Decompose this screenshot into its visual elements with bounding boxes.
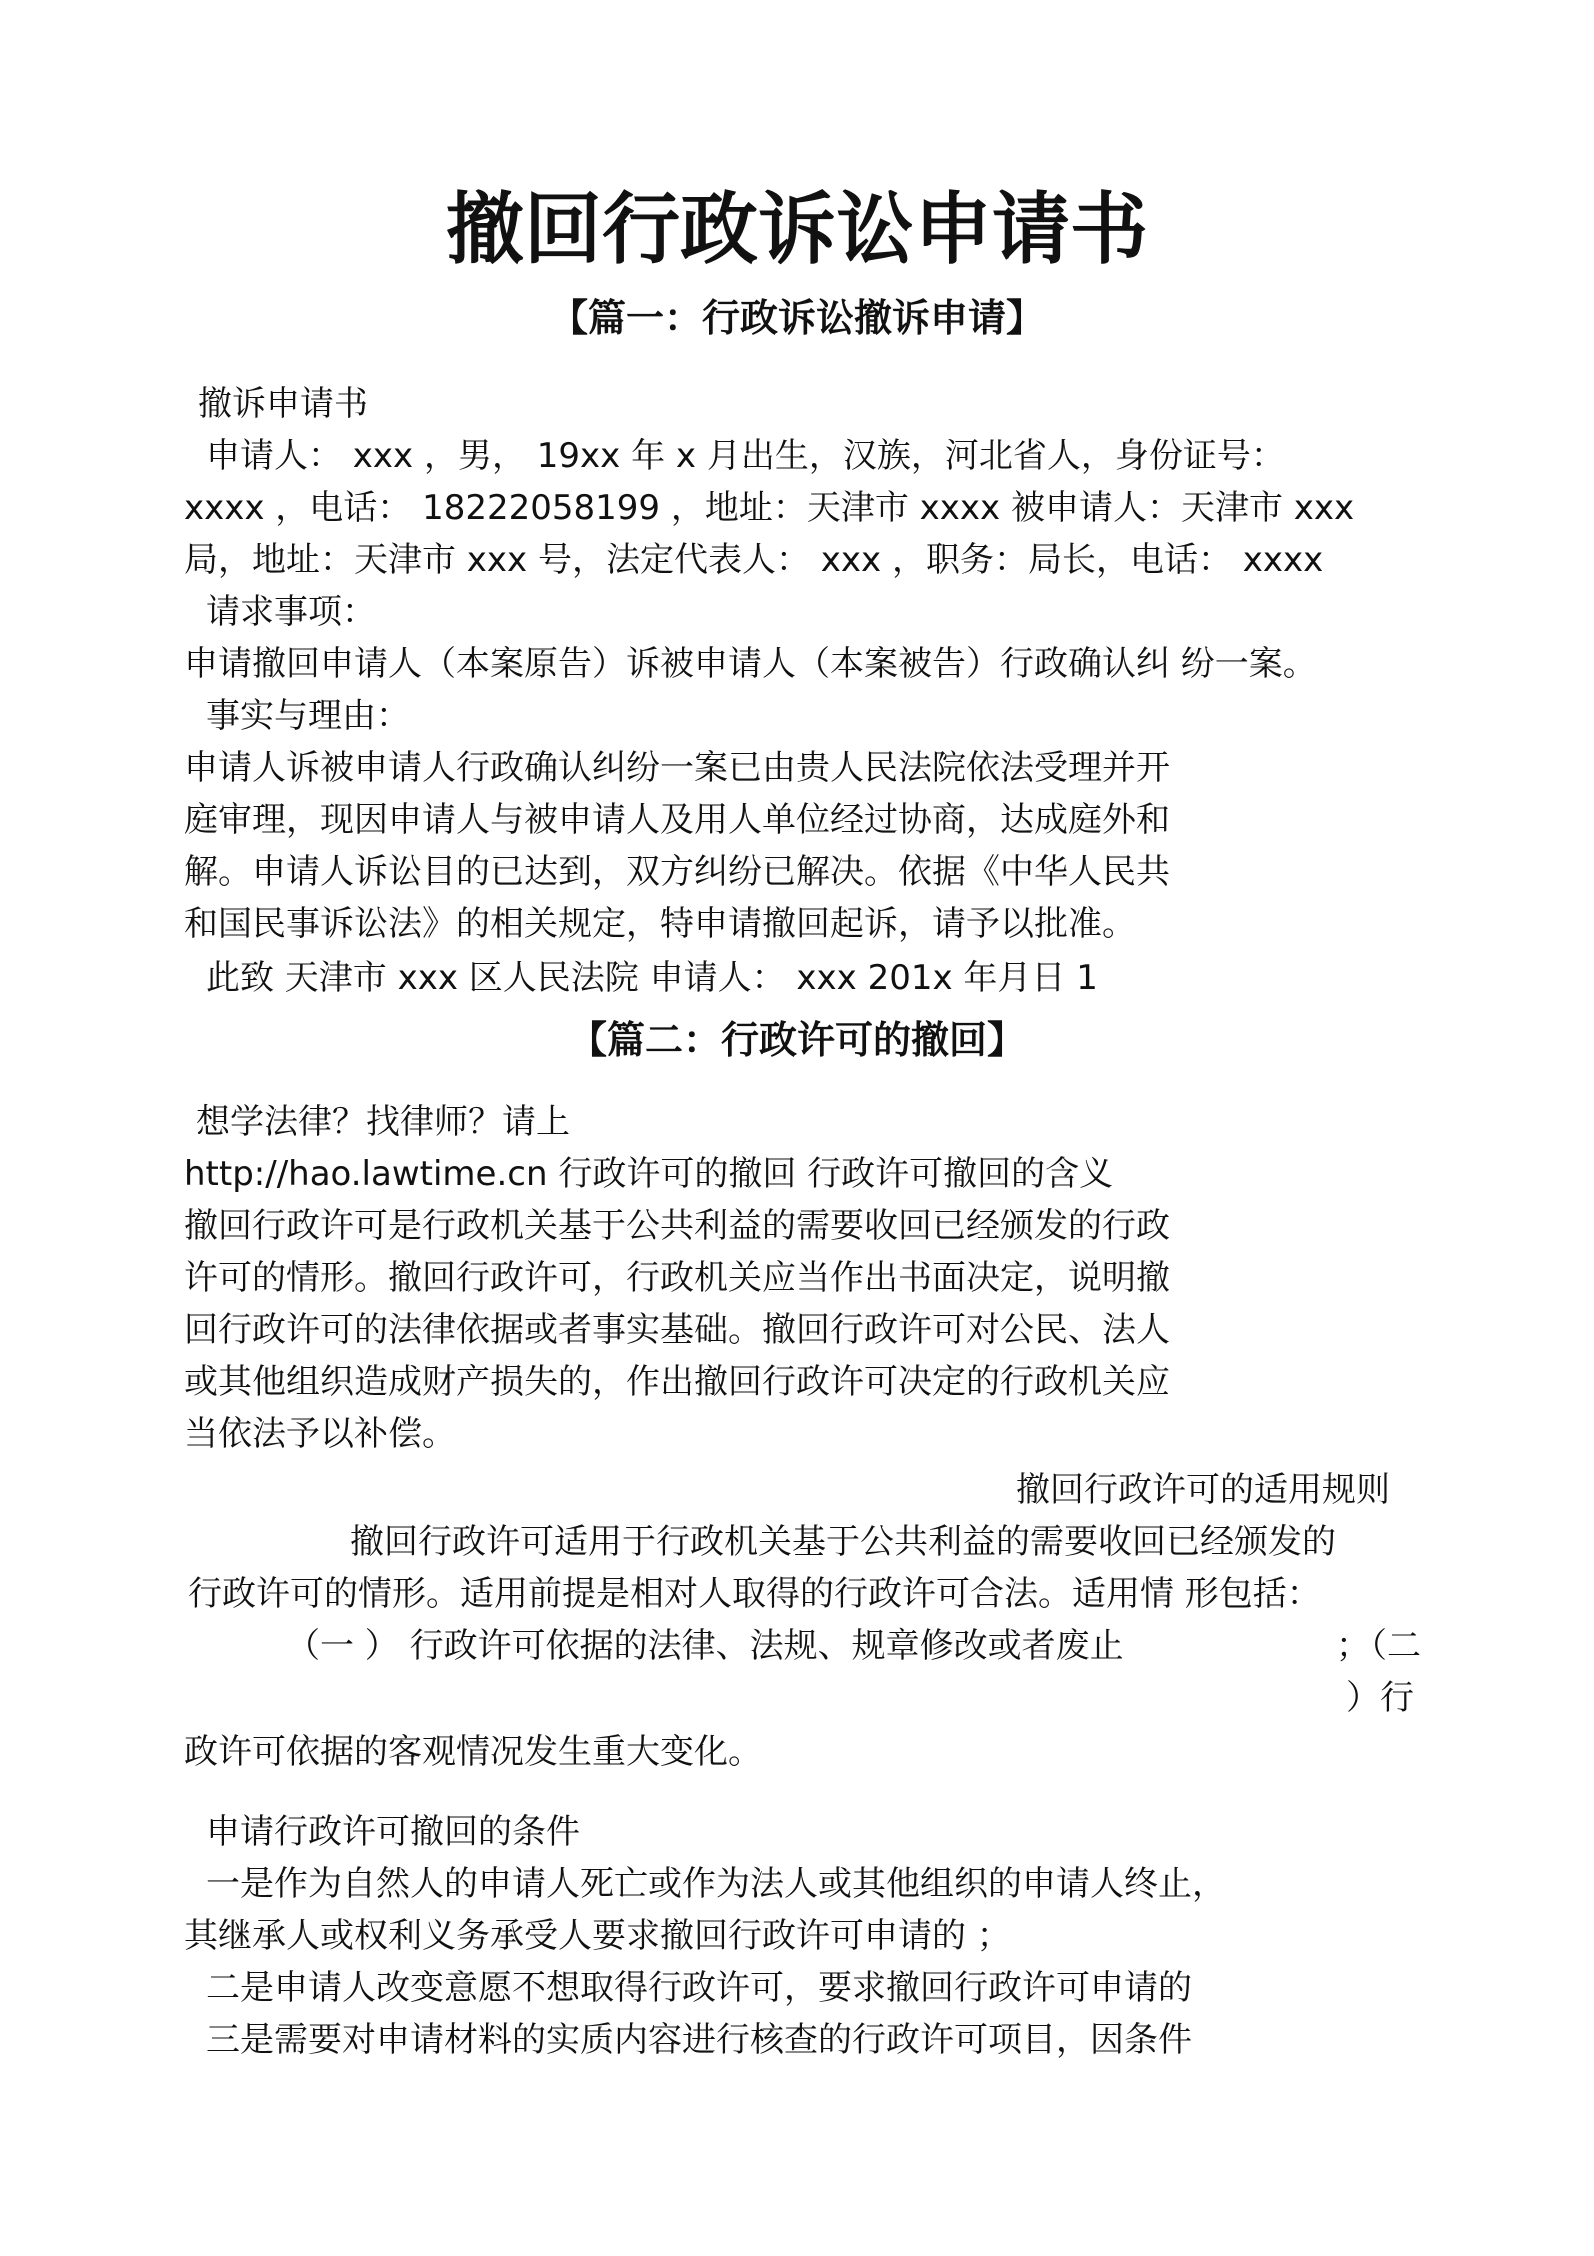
text-line: 和国民事诉讼法》的相关规定，特申请撤回起诉，请予以批准。 (184, 904, 1136, 944)
text-line: 申请行政许可撤回的条件 (206, 1812, 580, 1852)
section1-heading: 【篇一：行政诉讼撤诉申请】 (549, 296, 1044, 340)
text-line: 事实与理由： (206, 696, 410, 736)
text-line: 一是作为自然人的申请人死亡或作为法人或其他组织的申请人终止， (206, 1864, 1226, 1904)
text-line: ；（二 (1336, 1626, 1421, 1666)
text-line: xxxx ，电话： 18222058199 ，地址：天津市 xxxx 被申请人：天津市 xxx (184, 488, 1355, 528)
text-line: 其继承人或权利义务承受人要求撤回行政许可申请的 ； (184, 1916, 1011, 1956)
text-line: 解。申请人诉讼目的已达到，双方纠纷已解决。依据《中华人民共 (184, 852, 1170, 892)
text-line: 政许可依据的客观情况发生重大变化。 (184, 1732, 762, 1772)
text-line: 三是需要对申请材料的实质内容进行核查的行政许可项目，因条件 (206, 2020, 1192, 2060)
text-line: 请求事项： (206, 592, 376, 632)
text-line: 或其他组织造成财产损失的，作出撤回行政许可决定的行政机关应 (184, 1362, 1170, 1402)
text-line: 撤诉申请书 (198, 384, 368, 424)
text-line: 局，地址：天津市 xxx 号，法定代表人： xxx ，职务：局长，电话： xxxx (184, 540, 1324, 580)
text-line: 回行政许可的法律依据或者事实基础。撤回行政许可对公民、法人 (184, 1310, 1170, 1350)
text-line: 想学法律？找律师？请上 (196, 1102, 570, 1142)
link-line: http://hao.lawtime.cn 行政许可的撤回 行政许可撤回的含义 (184, 1154, 1114, 1194)
text-line: ）行 (1346, 1678, 1414, 1718)
text-line: 此致 天津市 xxx 区人民法院 申请人： xxx 201x 年月日 1 (206, 958, 1098, 998)
text-line: （一 ） 行政许可依据的法律、法规、规章修改或者废止 (286, 1626, 1124, 1666)
text-line: 申请人诉被申请人行政确认纠纷一案已由贵人民法院依法受理并开 (184, 748, 1170, 788)
text-line: 当依法予以补偿。 (184, 1414, 456, 1454)
section2-heading: 【篇二：行政许可的撤回】 (568, 1018, 1025, 1062)
text-line: 撤回行政许可是行政机关基于公共利益的需要收回已经颁发的行政 (184, 1206, 1170, 1246)
text-line: 撤回行政许可的适用规则 (1016, 1470, 1390, 1510)
document-title: 撤回行政诉讼申请书 (445, 185, 1148, 275)
text-line: 二是申请人改变意愿不想取得行政许可，要求撤回行政许可申请的 (206, 1968, 1192, 2008)
text-line: 许可的情形。撤回行政许可，行政机关应当作出书面决定，说明撤 (184, 1258, 1170, 1298)
text-line: 行政许可的情形。适用前提是相对人取得的行政许可合法。适用情 形包括： (188, 1574, 1321, 1614)
text-line: 申请撤回申请人（本案原告）诉被申请人（本案被告）行政确认纠 纷一案。 (184, 644, 1317, 684)
text-line: 撤回行政许可适用于行政机关基于公共利益的需要收回已经颁发的 (350, 1522, 1336, 1562)
text-line: 庭审理，现因申请人与被申请人及用人单位经过协商，达成庭外和 (184, 800, 1170, 840)
text-line: 申请人： xxx ，男， 19xx 年 x 月出生，汉族，河北省人，身份证号： (206, 436, 1285, 476)
